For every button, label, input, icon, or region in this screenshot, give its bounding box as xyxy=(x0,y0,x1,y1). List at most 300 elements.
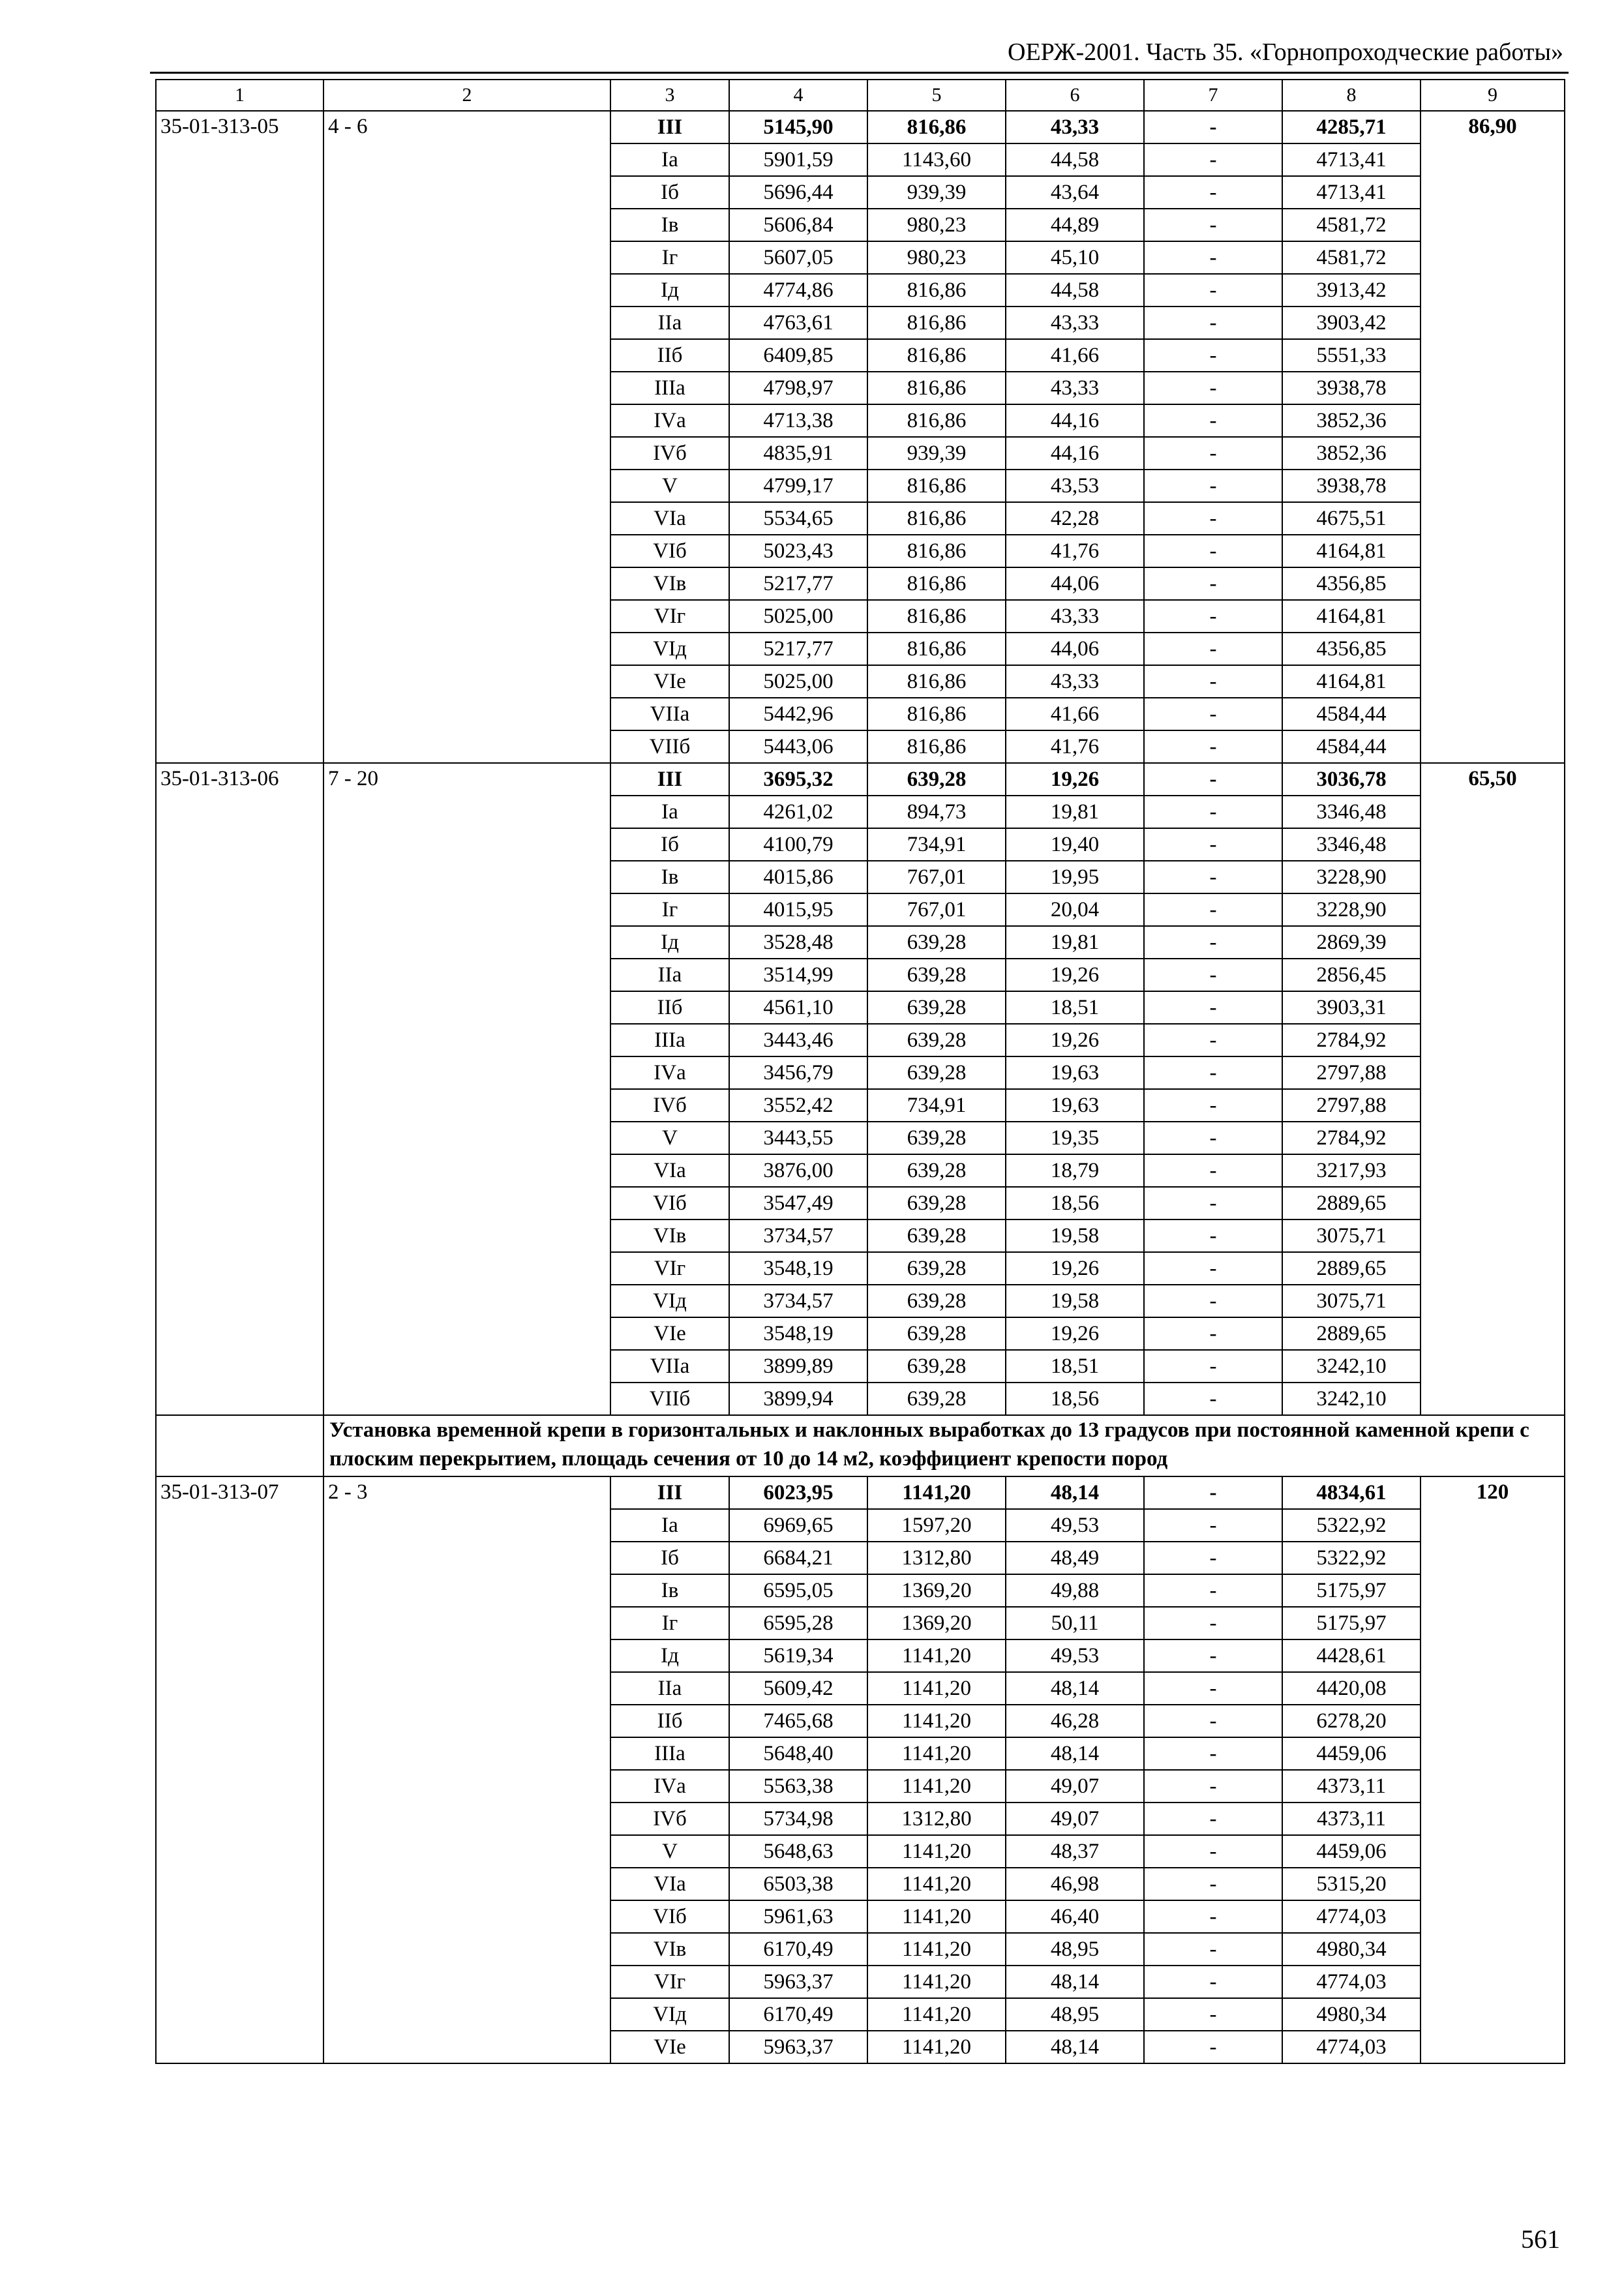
total-cost-cell: 5619,34 xyxy=(729,1639,867,1672)
wages-cell: 1141,20 xyxy=(867,1900,1006,1933)
soil-class-cell: Iв xyxy=(610,209,729,241)
soil-class-cell: IVб xyxy=(610,1803,729,1835)
materials-cost-cell: 5315,20 xyxy=(1282,1868,1421,1900)
wages-cell: 816,86 xyxy=(867,111,1006,143)
column-number: 5 xyxy=(867,80,1006,111)
wages-cell: 639,28 xyxy=(867,763,1006,796)
machine-cost-cell: 41,76 xyxy=(1006,535,1144,567)
total-cost-cell: 5563,38 xyxy=(729,1770,867,1803)
driver-wages-cell: - xyxy=(1144,1574,1282,1607)
wages-cell: 816,86 xyxy=(867,404,1006,437)
total-cost-cell: 3876,00 xyxy=(729,1154,867,1187)
materials-cost-cell: 3228,90 xyxy=(1282,861,1421,893)
wages-cell: 639,28 xyxy=(867,1252,1006,1285)
wages-cell: 1141,20 xyxy=(867,1705,1006,1737)
wages-cell: 639,28 xyxy=(867,1187,1006,1219)
soil-class-cell: Iв xyxy=(610,861,729,893)
driver-wages-cell: - xyxy=(1144,567,1282,600)
machine-cost-cell: 41,66 xyxy=(1006,339,1144,372)
total-cost-cell: 3899,89 xyxy=(729,1350,867,1383)
driver-wages-cell: - xyxy=(1144,404,1282,437)
driver-wages-cell: - xyxy=(1144,1868,1282,1900)
total-cost-cell: 5963,37 xyxy=(729,1966,867,1998)
soil-class-cell: Iа xyxy=(610,1509,729,1542)
machine-cost-cell: 18,51 xyxy=(1006,1350,1144,1383)
materials-cost-cell: 2889,65 xyxy=(1282,1187,1421,1219)
materials-cost-cell: 3075,71 xyxy=(1282,1285,1421,1317)
table-body xyxy=(156,80,1565,2063)
driver-wages-cell: - xyxy=(1144,600,1282,633)
materials-cost-cell: 4584,44 xyxy=(1282,730,1421,763)
machine-cost-cell: 48,14 xyxy=(1006,2031,1144,2063)
machine-cost-cell: 19,26 xyxy=(1006,959,1144,991)
machine-cost-cell: 48,49 xyxy=(1006,1542,1144,1574)
soil-class-cell: IVа xyxy=(610,1056,729,1089)
machine-cost-cell: 46,28 xyxy=(1006,1705,1144,1737)
machine-cost-cell: 42,28 xyxy=(1006,502,1144,535)
soil-class-cell: IIб xyxy=(610,1705,729,1737)
materials-cost-cell: 2797,88 xyxy=(1282,1089,1421,1122)
materials-cost-cell: 3913,42 xyxy=(1282,274,1421,307)
driver-wages-cell: - xyxy=(1144,502,1282,535)
total-cost-cell: 3695,32 xyxy=(729,763,867,796)
column-number-row xyxy=(156,80,1565,111)
driver-wages-cell: - xyxy=(1144,1024,1282,1056)
wages-cell: 1141,20 xyxy=(867,1868,1006,1900)
total-cost-cell: 7465,68 xyxy=(729,1705,867,1737)
soil-class-cell: VIб xyxy=(610,535,729,567)
soil-class-cell: Iг xyxy=(610,1607,729,1639)
materials-cost-cell: 4581,72 xyxy=(1282,241,1421,274)
materials-cost-cell: 4356,85 xyxy=(1282,567,1421,600)
materials-cost-cell: 2869,39 xyxy=(1282,926,1421,959)
driver-wages-cell: - xyxy=(1144,698,1282,730)
soil-class-cell: Iд xyxy=(610,274,729,307)
driver-wages-cell: - xyxy=(1144,991,1282,1024)
machine-cost-cell: 41,66 xyxy=(1006,698,1144,730)
total-cost-cell: 5696,44 xyxy=(729,176,867,209)
materials-cost-cell: 3242,10 xyxy=(1282,1350,1421,1383)
wages-cell: 816,86 xyxy=(867,502,1006,535)
wages-cell: 816,86 xyxy=(867,600,1006,633)
machine-cost-cell: 19,26 xyxy=(1006,1252,1144,1285)
wages-cell: 1141,20 xyxy=(867,1639,1006,1672)
materials-cost-cell: 3346,48 xyxy=(1282,828,1421,861)
table-row xyxy=(156,763,1565,796)
soil-class-cell: V xyxy=(610,470,729,502)
total-cost-cell: 4835,91 xyxy=(729,437,867,470)
driver-wages-cell: - xyxy=(1144,926,1282,959)
wages-cell: 1369,20 xyxy=(867,1607,1006,1639)
wages-cell: 816,86 xyxy=(867,665,1006,698)
wages-cell: 1141,20 xyxy=(867,2031,1006,2063)
wages-cell: 639,28 xyxy=(867,1317,1006,1350)
total-cost-cell: 3443,55 xyxy=(729,1122,867,1154)
machine-cost-cell: 48,95 xyxy=(1006,1998,1144,2031)
materials-cost-cell: 4713,41 xyxy=(1282,176,1421,209)
soil-class-cell: IIIа xyxy=(610,1737,729,1770)
machine-cost-cell: 50,11 xyxy=(1006,1607,1144,1639)
machine-cost-cell: 20,04 xyxy=(1006,893,1144,926)
driver-wages-cell: - xyxy=(1144,861,1282,893)
total-cost-cell: 3514,99 xyxy=(729,959,867,991)
driver-wages-cell: - xyxy=(1144,1998,1282,2031)
soil-class-cell: VIд xyxy=(610,1998,729,2031)
wages-cell: 939,39 xyxy=(867,176,1006,209)
driver-wages-cell: - xyxy=(1144,1056,1282,1089)
total-cost-cell: 5734,98 xyxy=(729,1803,867,1835)
driver-wages-cell: - xyxy=(1144,1705,1282,1737)
machine-cost-cell: 43,33 xyxy=(1006,665,1144,698)
wages-cell: 1141,20 xyxy=(867,1835,1006,1868)
total-cost-cell: 5963,37 xyxy=(729,2031,867,2063)
soil-class-cell: VIIа xyxy=(610,1350,729,1383)
labor-cost-cell: 120 xyxy=(1421,1476,1565,2063)
machine-cost-cell: 46,40 xyxy=(1006,1900,1144,1933)
driver-wages-cell: - xyxy=(1144,143,1282,176)
column-number: 6 xyxy=(1006,80,1144,111)
header-rule xyxy=(150,72,1569,74)
machine-cost-cell: 48,14 xyxy=(1006,1737,1144,1770)
driver-wages-cell: - xyxy=(1144,1252,1282,1285)
machine-cost-cell: 43,33 xyxy=(1006,600,1144,633)
materials-cost-cell: 3036,78 xyxy=(1282,763,1421,796)
machine-cost-cell: 43,33 xyxy=(1006,307,1144,339)
wages-cell: 1141,20 xyxy=(867,1770,1006,1803)
wages-cell: 1141,20 xyxy=(867,1998,1006,2031)
materials-cost-cell: 2784,92 xyxy=(1282,1122,1421,1154)
driver-wages-cell: - xyxy=(1144,959,1282,991)
machine-cost-cell: 19,35 xyxy=(1006,1122,1144,1154)
column-number: 4 xyxy=(729,80,867,111)
rates-table xyxy=(155,79,1565,2064)
materials-cost-cell: 4356,85 xyxy=(1282,633,1421,665)
wages-cell: 1597,20 xyxy=(867,1509,1006,1542)
total-cost-cell: 3547,49 xyxy=(729,1187,867,1219)
materials-cost-cell: 3242,10 xyxy=(1282,1383,1421,1415)
materials-cost-cell: 3903,31 xyxy=(1282,991,1421,1024)
soil-class-cell: Iд xyxy=(610,1639,729,1672)
machine-cost-cell: 43,33 xyxy=(1006,111,1144,143)
materials-cost-cell: 3217,93 xyxy=(1282,1154,1421,1187)
total-cost-cell: 6595,05 xyxy=(729,1574,867,1607)
driver-wages-cell: - xyxy=(1144,1509,1282,1542)
wages-cell: 1143,60 xyxy=(867,143,1006,176)
section-title: Установка временной крепи в горизонтальных и наклонных выработках до 13 градусов при постоянной каменной крепи с плоским перекрытием, площадь сечения от 10 до 14 м2, коэффициент крепости пород xyxy=(323,1415,1565,1476)
soil-class-cell: VIа xyxy=(610,502,729,535)
total-cost-cell: 5025,00 xyxy=(729,665,867,698)
total-cost-cell: 4774,86 xyxy=(729,274,867,307)
driver-wages-cell: - xyxy=(1144,111,1282,143)
driver-wages-cell: - xyxy=(1144,307,1282,339)
total-cost-cell: 3552,42 xyxy=(729,1089,867,1122)
total-cost-cell: 6170,49 xyxy=(729,1933,867,1966)
wages-cell: 639,28 xyxy=(867,1350,1006,1383)
driver-wages-cell: - xyxy=(1144,470,1282,502)
column-number: 3 xyxy=(610,80,729,111)
total-cost-cell: 5901,59 xyxy=(729,143,867,176)
total-cost-cell: 3734,57 xyxy=(729,1219,867,1252)
wages-cell: 639,28 xyxy=(867,926,1006,959)
total-cost-cell: 3899,94 xyxy=(729,1383,867,1415)
soil-class-cell: IIIа xyxy=(610,372,729,404)
machine-cost-cell: 18,56 xyxy=(1006,1383,1144,1415)
total-cost-cell: 4015,86 xyxy=(729,861,867,893)
materials-cost-cell: 4774,03 xyxy=(1282,1966,1421,1998)
materials-cost-cell: 4713,41 xyxy=(1282,143,1421,176)
total-cost-cell: 4561,10 xyxy=(729,991,867,1024)
wages-cell: 1141,20 xyxy=(867,1933,1006,1966)
machine-cost-cell: 48,37 xyxy=(1006,1835,1144,1868)
wages-cell: 1141,20 xyxy=(867,1966,1006,1998)
section-heading-row xyxy=(156,1415,1565,1476)
wages-cell: 767,01 xyxy=(867,861,1006,893)
materials-cost-cell: 4428,61 xyxy=(1282,1639,1421,1672)
wages-cell: 816,86 xyxy=(867,307,1006,339)
wages-cell: 894,73 xyxy=(867,796,1006,828)
materials-cost-cell: 5551,33 xyxy=(1282,339,1421,372)
total-cost-cell: 5025,00 xyxy=(729,600,867,633)
page-number: 561 xyxy=(1521,2224,1560,2254)
wages-cell: 1312,80 xyxy=(867,1803,1006,1835)
machine-cost-cell: 18,51 xyxy=(1006,991,1144,1024)
machine-cost-cell: 18,79 xyxy=(1006,1154,1144,1187)
total-cost-cell: 4100,79 xyxy=(729,828,867,861)
materials-cost-cell: 4980,34 xyxy=(1282,1933,1421,1966)
soil-class-cell: Iд xyxy=(610,926,729,959)
wages-cell: 1312,80 xyxy=(867,1542,1006,1574)
soil-class-cell: VIв xyxy=(610,1933,729,1966)
total-cost-cell: 6969,65 xyxy=(729,1509,867,1542)
soil-class-cell: IIа xyxy=(610,1672,729,1705)
driver-wages-cell: - xyxy=(1144,893,1282,926)
column-number: 8 xyxy=(1282,80,1421,111)
driver-wages-cell: - xyxy=(1144,1639,1282,1672)
machine-cost-cell: 19,40 xyxy=(1006,828,1144,861)
soil-class-cell: V xyxy=(610,1835,729,1868)
driver-wages-cell: - xyxy=(1144,1672,1282,1705)
total-cost-cell: 4261,02 xyxy=(729,796,867,828)
driver-wages-cell: - xyxy=(1144,1089,1282,1122)
machine-cost-cell: 44,06 xyxy=(1006,633,1144,665)
driver-wages-cell: - xyxy=(1144,1187,1282,1219)
driver-wages-cell: - xyxy=(1144,1803,1282,1835)
driver-wages-cell: - xyxy=(1144,763,1282,796)
driver-wages-cell: - xyxy=(1144,1900,1282,1933)
total-cost-cell: 4015,95 xyxy=(729,893,867,926)
materials-cost-cell: 4980,34 xyxy=(1282,1998,1421,2031)
soil-class-cell: IIб xyxy=(610,991,729,1024)
soil-class-cell: III xyxy=(610,763,729,796)
driver-wages-cell: - xyxy=(1144,1154,1282,1187)
total-cost-cell: 3456,79 xyxy=(729,1056,867,1089)
soil-class-cell: VIе xyxy=(610,665,729,698)
machine-cost-cell: 43,64 xyxy=(1006,176,1144,209)
wages-cell: 816,86 xyxy=(867,470,1006,502)
total-cost-cell: 5961,63 xyxy=(729,1900,867,1933)
wages-cell: 734,91 xyxy=(867,828,1006,861)
soil-class-cell: Iб xyxy=(610,1542,729,1574)
soil-class-cell: Iг xyxy=(610,241,729,274)
driver-wages-cell: - xyxy=(1144,633,1282,665)
page-header: ОЕРЖ-2001. Часть 35. «Горнопроходческие работы» xyxy=(1008,38,1563,66)
total-cost-cell: 5023,43 xyxy=(729,535,867,567)
materials-cost-cell: 4774,03 xyxy=(1282,1900,1421,1933)
total-cost-cell: 5609,42 xyxy=(729,1672,867,1705)
total-cost-cell: 5217,77 xyxy=(729,567,867,600)
materials-cost-cell: 4373,11 xyxy=(1282,1803,1421,1835)
driver-wages-cell: - xyxy=(1144,1933,1282,1966)
machine-cost-cell: 48,95 xyxy=(1006,1933,1144,1966)
driver-wages-cell: - xyxy=(1144,2031,1282,2063)
total-cost-cell: 6503,38 xyxy=(729,1868,867,1900)
machine-cost-cell: 19,81 xyxy=(1006,796,1144,828)
wages-cell: 639,28 xyxy=(867,1154,1006,1187)
driver-wages-cell: - xyxy=(1144,372,1282,404)
soil-class-cell: III xyxy=(610,111,729,143)
total-cost-cell: 6684,21 xyxy=(729,1542,867,1574)
driver-wages-cell: - xyxy=(1144,274,1282,307)
materials-cost-cell: 2784,92 xyxy=(1282,1024,1421,1056)
total-cost-cell: 3528,48 xyxy=(729,926,867,959)
materials-cost-cell: 3075,71 xyxy=(1282,1219,1421,1252)
total-cost-cell: 3443,46 xyxy=(729,1024,867,1056)
soil-class-cell: IVб xyxy=(610,1089,729,1122)
materials-cost-cell: 5322,92 xyxy=(1282,1509,1421,1542)
materials-cost-cell: 2889,65 xyxy=(1282,1317,1421,1350)
materials-cost-cell: 6278,20 xyxy=(1282,1705,1421,1737)
soil-class-cell: VIв xyxy=(610,1219,729,1252)
machine-cost-cell: 44,58 xyxy=(1006,274,1144,307)
total-cost-cell: 5648,40 xyxy=(729,1737,867,1770)
materials-cost-cell: 4459,06 xyxy=(1282,1835,1421,1868)
soil-class-cell: VIв xyxy=(610,567,729,600)
machine-cost-cell: 49,53 xyxy=(1006,1509,1144,1542)
machine-cost-cell: 44,89 xyxy=(1006,209,1144,241)
wages-cell: 816,86 xyxy=(867,339,1006,372)
wages-cell: 639,28 xyxy=(867,1285,1006,1317)
wages-cell: 816,86 xyxy=(867,567,1006,600)
driver-wages-cell: - xyxy=(1144,1122,1282,1154)
machine-cost-cell: 45,10 xyxy=(1006,241,1144,274)
driver-wages-cell: - xyxy=(1144,1542,1282,1574)
total-cost-cell: 5648,63 xyxy=(729,1835,867,1868)
driver-wages-cell: - xyxy=(1144,1737,1282,1770)
wages-cell: 639,28 xyxy=(867,1219,1006,1252)
column-number: 2 xyxy=(323,80,610,111)
machine-cost-cell: 19,81 xyxy=(1006,926,1144,959)
column-number: 1 xyxy=(156,80,323,111)
driver-wages-cell: - xyxy=(1144,1607,1282,1639)
materials-cost-cell: 3903,42 xyxy=(1282,307,1421,339)
soil-class-cell: IIIа xyxy=(610,1024,729,1056)
column-number: 7 xyxy=(1144,80,1282,111)
materials-cost-cell: 2856,45 xyxy=(1282,959,1421,991)
driver-wages-cell: - xyxy=(1144,437,1282,470)
machine-cost-cell: 44,06 xyxy=(1006,567,1144,600)
soil-class-cell: III xyxy=(610,1476,729,1509)
soil-class-cell: Iа xyxy=(610,143,729,176)
total-cost-cell: 3548,19 xyxy=(729,1317,867,1350)
wages-cell: 639,28 xyxy=(867,1383,1006,1415)
labor-cost-cell: 65,50 xyxy=(1421,763,1565,1415)
soil-class-cell: VIб xyxy=(610,1900,729,1933)
machine-cost-cell: 44,16 xyxy=(1006,404,1144,437)
machine-cost-cell: 48,14 xyxy=(1006,1476,1144,1509)
wages-cell: 980,23 xyxy=(867,241,1006,274)
soil-class-cell: VIг xyxy=(610,1966,729,1998)
driver-wages-cell: - xyxy=(1144,796,1282,828)
soil-class-cell: VIа xyxy=(610,1868,729,1900)
driver-wages-cell: - xyxy=(1144,535,1282,567)
wages-cell: 816,86 xyxy=(867,698,1006,730)
materials-cost-cell: 4834,61 xyxy=(1282,1476,1421,1509)
soil-class-cell: Iб xyxy=(610,828,729,861)
materials-cost-cell: 4164,81 xyxy=(1282,600,1421,633)
materials-cost-cell: 2797,88 xyxy=(1282,1056,1421,1089)
driver-wages-cell: - xyxy=(1144,241,1282,274)
total-cost-cell: 6170,49 xyxy=(729,1998,867,2031)
soil-class-cell: VIд xyxy=(610,633,729,665)
hardness-range: 7 - 20 xyxy=(323,763,610,1415)
labor-cost-cell: 86,90 xyxy=(1421,111,1565,763)
soil-class-cell: VIIб xyxy=(610,1383,729,1415)
total-cost-cell: 6409,85 xyxy=(729,339,867,372)
wages-cell: 816,86 xyxy=(867,372,1006,404)
materials-cost-cell: 3938,78 xyxy=(1282,372,1421,404)
driver-wages-cell: - xyxy=(1144,339,1282,372)
materials-cost-cell: 5175,97 xyxy=(1282,1607,1421,1639)
wages-cell: 639,28 xyxy=(867,1122,1006,1154)
machine-cost-cell: 19,58 xyxy=(1006,1219,1144,1252)
wages-cell: 639,28 xyxy=(867,991,1006,1024)
materials-cost-cell: 4285,71 xyxy=(1282,111,1421,143)
soil-class-cell: Iг xyxy=(610,893,729,926)
soil-class-cell: IIа xyxy=(610,307,729,339)
wages-cell: 980,23 xyxy=(867,209,1006,241)
soil-class-cell: VIIб xyxy=(610,730,729,763)
total-cost-cell: 4713,38 xyxy=(729,404,867,437)
soil-class-cell: VIе xyxy=(610,1317,729,1350)
soil-class-cell: V xyxy=(610,1122,729,1154)
wages-cell: 816,86 xyxy=(867,535,1006,567)
driver-wages-cell: - xyxy=(1144,209,1282,241)
materials-cost-cell: 4373,11 xyxy=(1282,1770,1421,1803)
materials-cost-cell: 4164,81 xyxy=(1282,665,1421,698)
soil-class-cell: VIа xyxy=(610,1154,729,1187)
machine-cost-cell: 19,58 xyxy=(1006,1285,1144,1317)
wages-cell: 734,91 xyxy=(867,1089,1006,1122)
total-cost-cell: 5442,96 xyxy=(729,698,867,730)
soil-class-cell: VIд xyxy=(610,1285,729,1317)
driver-wages-cell: - xyxy=(1144,176,1282,209)
wages-cell: 639,28 xyxy=(867,1024,1006,1056)
soil-class-cell: VIе xyxy=(610,2031,729,2063)
materials-cost-cell: 3938,78 xyxy=(1282,470,1421,502)
wages-cell: 1141,20 xyxy=(867,1672,1006,1705)
table-row xyxy=(156,1476,1565,1509)
materials-cost-cell: 4675,51 xyxy=(1282,502,1421,535)
driver-wages-cell: - xyxy=(1144,1835,1282,1868)
soil-class-cell: IIб xyxy=(610,339,729,372)
wages-cell: 939,39 xyxy=(867,437,1006,470)
materials-cost-cell: 4164,81 xyxy=(1282,535,1421,567)
materials-cost-cell: 3228,90 xyxy=(1282,893,1421,926)
materials-cost-cell: 4459,06 xyxy=(1282,1737,1421,1770)
machine-cost-cell: 19,95 xyxy=(1006,861,1144,893)
machine-cost-cell: 44,58 xyxy=(1006,143,1144,176)
total-cost-cell: 6023,95 xyxy=(729,1476,867,1509)
